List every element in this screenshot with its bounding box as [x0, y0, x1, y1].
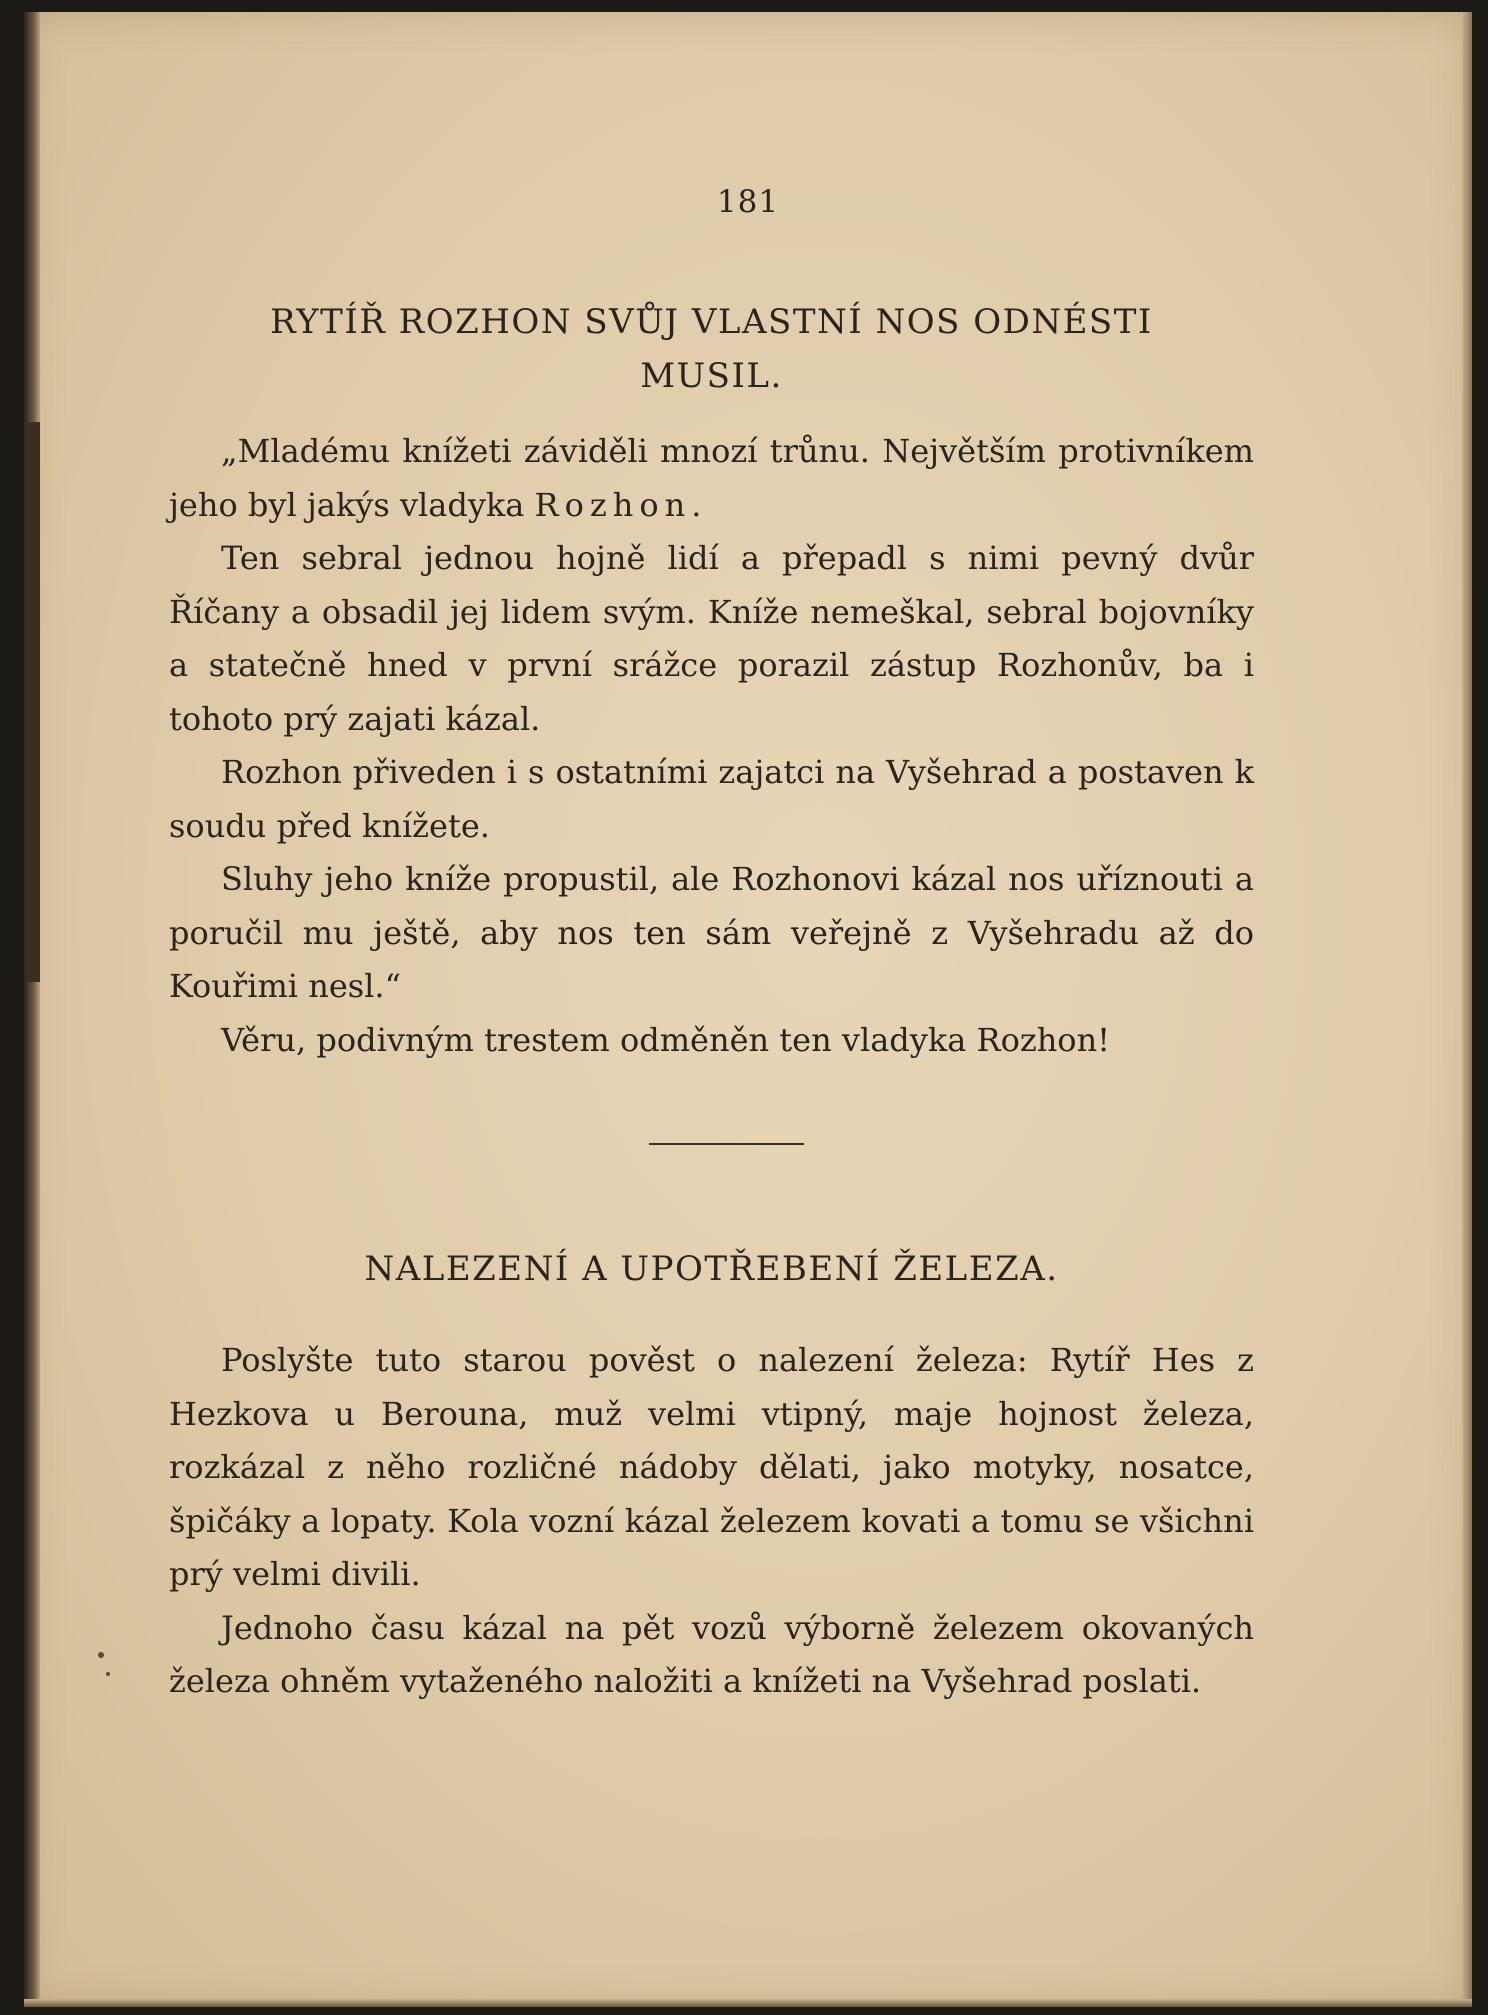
page-right-edge — [1462, 12, 1472, 2007]
paragraph: Jednoho času kázal na pět vozů výborně železem okovaných železa ohněm vytaženého naložiti a knížeti na Vyšehrad poslati. — [169, 1608, 1254, 1700]
book-page — [24, 12, 1472, 2007]
page-bottom-edge — [24, 1999, 1472, 2007]
book-spine-edge — [24, 12, 40, 2007]
chapter-title-line-2: MUSIL. — [640, 356, 783, 396]
paragraph: Sluhy jeho kníže propustil, ale Rozhonovi kázal nos uříznouti a poručil mu ještě, aby nos ten sám veřejně z Vyšehradu až do Kouřimi nesl.“ — [169, 860, 1254, 1005]
chapter-body-rozhon — [169, 425, 1254, 1067]
chapter-iron — [169, 1242, 1254, 1709]
chapter-title-rozhon — [169, 295, 1254, 403]
chapter-rozhon — [169, 295, 1254, 1067]
paragraph — [169, 425, 1254, 532]
paragraph: Ten sebral jednou hojně lidí a přepadl s nimi pevný dvůr Říčany a obsadil jej lidem svým. Kníže nemeškal, sebral bojovníky a statečně hned v první srážce porazil zástup Rozhonův, ba i tohoto prý zajati kázal. — [169, 539, 1254, 738]
spaced-name: Rozhon. — [534, 485, 708, 524]
paragraph-text: „Mladému knížeti záviděli mnozí trůnu. Největším protivníkem jeho byl jakýs vladyka — [169, 432, 1254, 524]
paragraph: Rozhon přiveden i s ostatními zajatci na Vyšehrad a postaven k soudu před knížete. — [169, 753, 1254, 845]
section-divider — [649, 1143, 804, 1145]
paragraph: Poslyšte tuto starou pověst o nalezení železa: Rytíř Hes z Hezkova u Berouna, muž velmi vtipný, maje hojnost železa, rozkázal z něho rozličné nádoby dělati, jako motyky, nosatce, špičáky a lopaty. Kola vozní kázal železem kovati a tomu se všichni prý velmi divili. — [169, 1341, 1254, 1593]
paper-speck — [98, 1652, 104, 1658]
chapter-body-iron — [169, 1334, 1254, 1709]
paper-speck — [106, 1672, 110, 1676]
chapter-title-iron: NALEZENÍ A UPOTŘEBENÍ ŽELEZA. — [364, 1249, 1059, 1289]
spine-shadow — [26, 422, 40, 982]
page-number: 181 — [716, 184, 780, 220]
paragraph: Věru, podivným trestem odměněn ten vladyka Rozhon! — [221, 1020, 1111, 1059]
chapter-title-line-1: RYTÍŘ ROZHON SVŮJ VLASTNÍ NOS ODNÉSTI — [270, 302, 1153, 342]
